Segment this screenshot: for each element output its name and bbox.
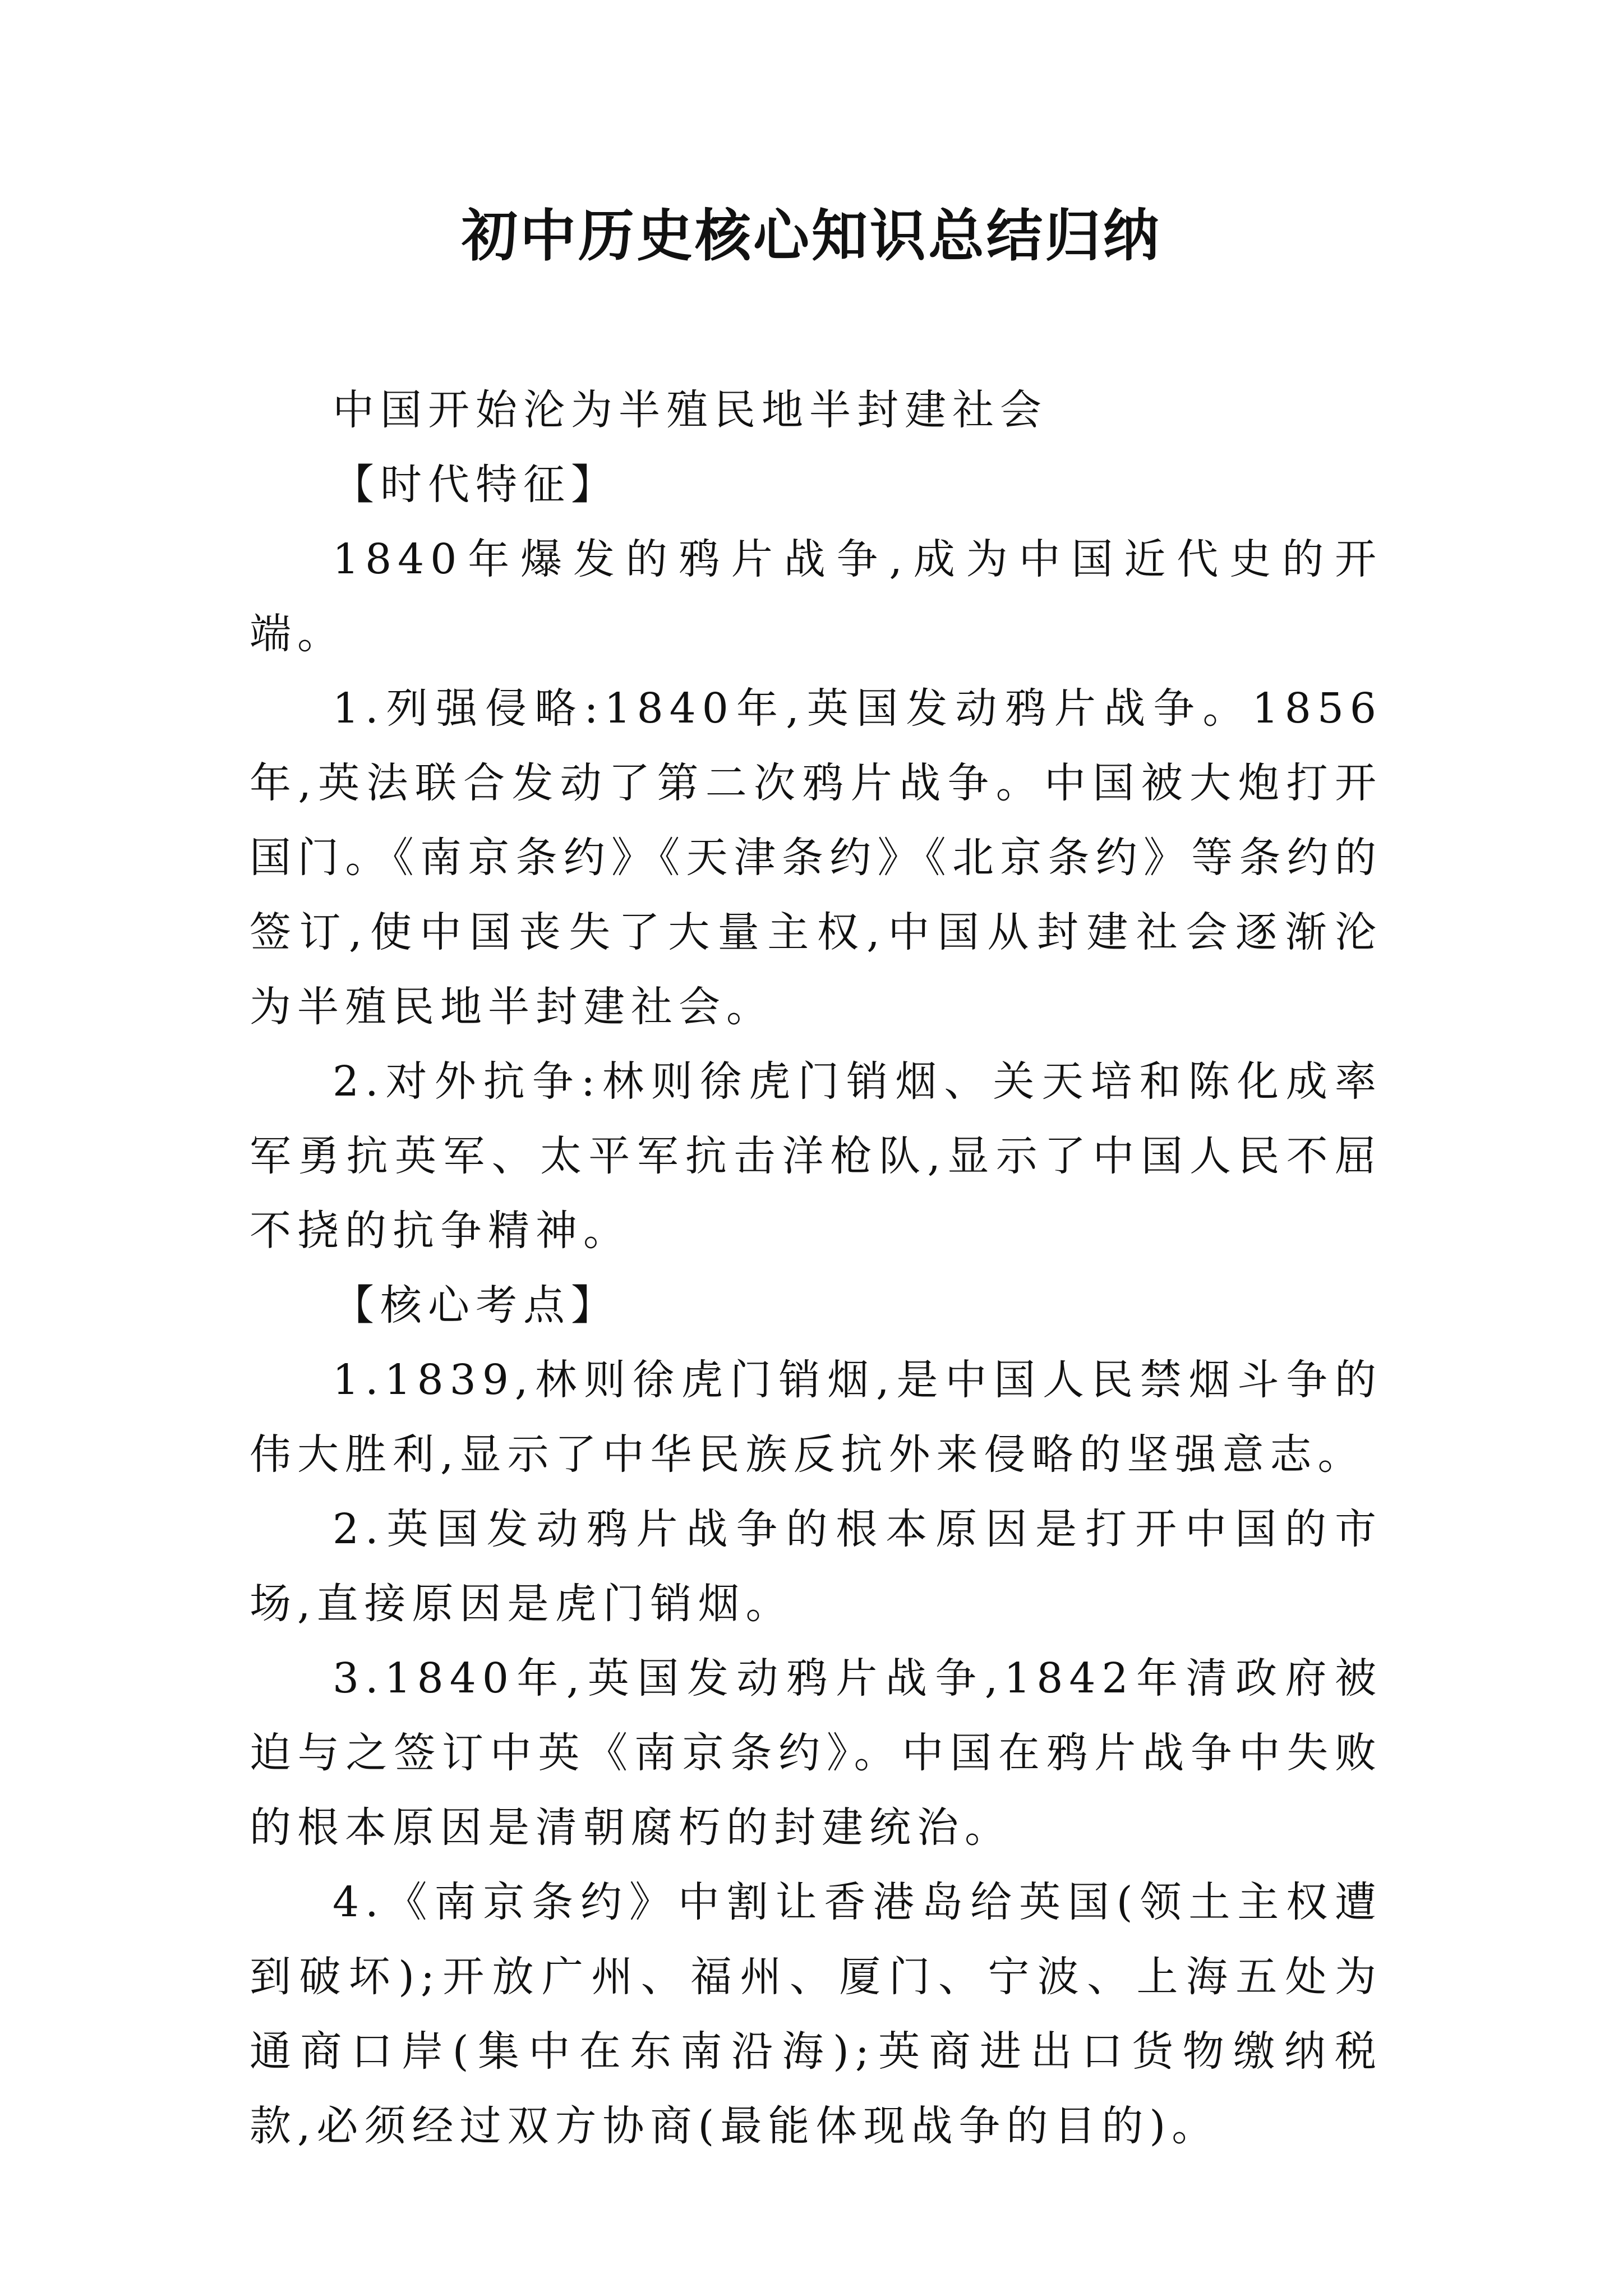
paragraph: 2.英国发动鸦片战争的根本原因是打开中国的市场,直接原因是虎门销烟。 xyxy=(250,1505,1382,1628)
paragraph: 1.列强侵略:1840年,英国发动鸦片战争。1856年,英法联合发动了第二次鸦片战争。中国被大炮打开国门。《南京条约》《天津条约》《北京条约》等条约的签订,使中国丧失了大量主权,中国从封建社会逐渐沦为半殖民地半封建社会。 xyxy=(250,684,1382,1031)
document-body xyxy=(250,373,1382,2164)
document-title: 初中历史核心知识总结归纳 xyxy=(462,203,1161,269)
section-heading: 中国开始沦为半殖民地半封建社会 xyxy=(333,386,1048,434)
paragraph: 1840年爆发的鸦片战争,成为中国近代史的开端。 xyxy=(250,535,1382,658)
paragraph: 2.对外抗争:林则徐虎门销烟、关天培和陈化成率军勇抗英军、太平军抗击洋枪队,显示了中国人民不屈不挠的抗争精神。 xyxy=(250,1057,1382,1255)
subheading-core-points: 【核心考点】 xyxy=(333,1281,619,1329)
paragraph: 3.1840年,英国发动鸦片战争,1842年清政府被迫与之签订中英《南京条约》。中国在鸦片战争中失败的根本原因是清朝腐朽的封建统治。 xyxy=(250,1654,1382,1852)
paragraph: 4.《南京条约》中割让香港岛给英国(领土主权遭到破坏);开放广州、福州、厦门、宁波、上海五处为通商口岸(集中在东南沿海);英商进出口货物缴纳税款,必须经过双方协商(最能体现战争的目的)。 xyxy=(250,1878,1382,2150)
paragraph: 1.1839,林则徐虎门销烟,是中国人民禁烟斗争的伟大胜利,显示了中华民族反抗外来侵略的坚强意志。 xyxy=(250,1356,1382,1479)
subheading-era-features: 【时代特征】 xyxy=(333,461,619,509)
